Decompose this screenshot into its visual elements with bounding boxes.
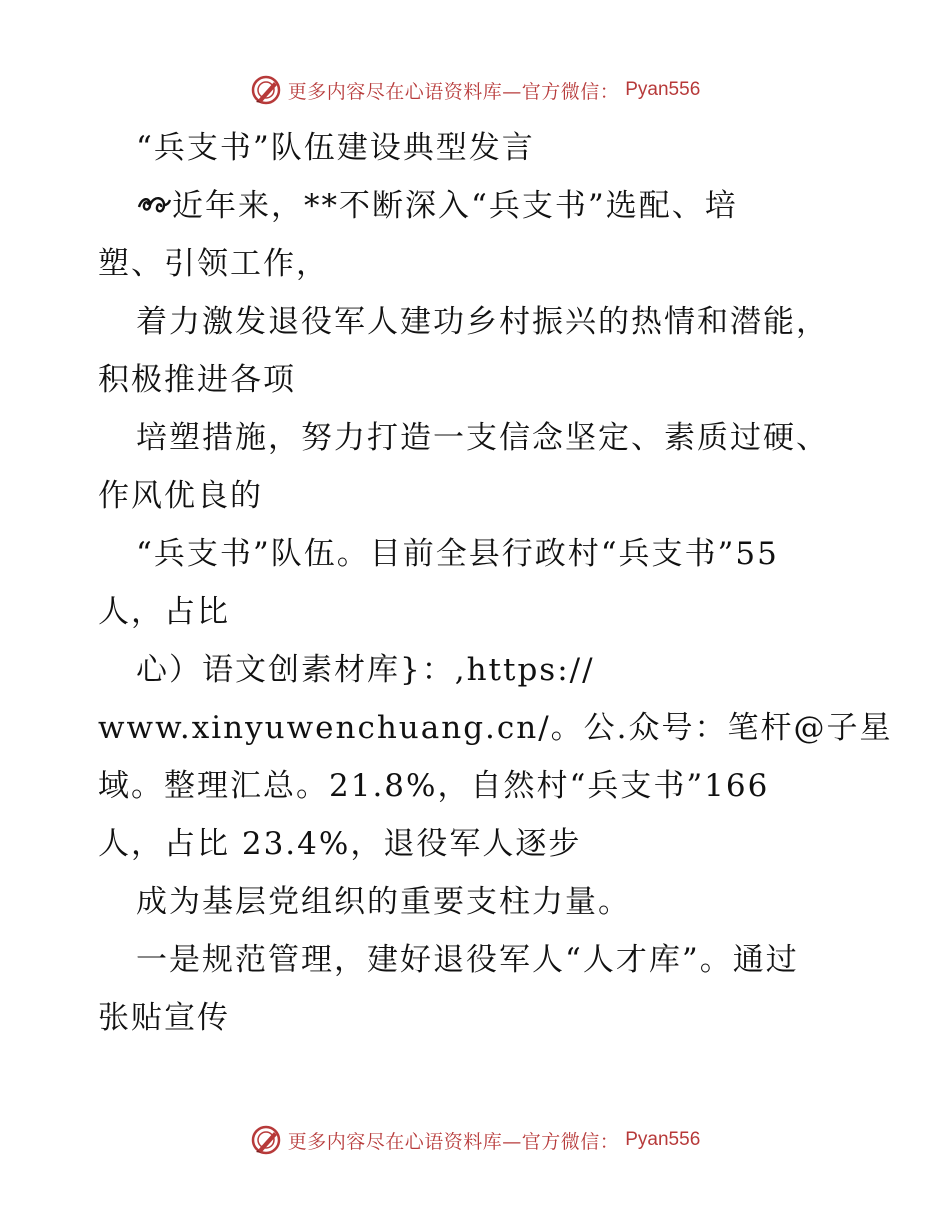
footer-watermark xyxy=(0,1120,950,1160)
paragraph-line: 积极推进各项 xyxy=(98,362,296,398)
banner-text: 更多内容尽在心语资料库—官方微信： xyxy=(287,80,620,103)
paragraph-line: 人，占比 xyxy=(98,594,230,630)
banner-text: 更多内容尽在心语资料库—官方微信： xyxy=(287,1130,620,1153)
banner-wechat-id: Pyan556 xyxy=(625,1129,701,1150)
paragraph-line: 域。整理汇总。21.8%，自然村“兵支书”166 xyxy=(98,768,770,804)
pen-logo-icon xyxy=(250,1124,282,1156)
paragraph-line: 成为基层党组织的重要支柱力量。 xyxy=(136,884,631,920)
paragraph-line: “兵支书”队伍。目前全县行政村“兵支书”55 xyxy=(136,536,779,572)
paragraph-line xyxy=(136,186,738,226)
document-title: “兵支书”队伍建设典型发言 xyxy=(136,130,535,166)
pen-logo-icon xyxy=(250,74,282,106)
header-watermark xyxy=(0,70,950,110)
paragraph-line: 张贴宣传 xyxy=(98,1000,230,1036)
banner-wechat-id: Pyan556 xyxy=(625,79,701,100)
paragraph-line: www.xinyuwenchuang.cn/。公.众号：笔杆@子星 xyxy=(98,710,893,746)
ornament-swirl-icon xyxy=(136,189,172,219)
paragraph-line: 一是规范管理，建好退役军人“人才库”。通过 xyxy=(136,942,799,978)
paragraph-text: 近年来，**不断深入“兵支书”选配、培 xyxy=(172,188,738,224)
paragraph-line: 心）语文创素材库}：,https:// xyxy=(136,652,595,688)
paragraph-line: 培塑措施，努力打造一支信念坚定、素质过硬、 xyxy=(136,420,829,456)
paragraph-line: 作风优良的 xyxy=(98,478,263,514)
paragraph-line: 着力激发退役军人建功乡村振兴的热情和潜能， xyxy=(136,304,829,340)
paragraph-line: 塑、引领工作， xyxy=(98,246,329,282)
paragraph-line: 人，占比 23.4%，退役军人逐步 xyxy=(98,826,582,862)
